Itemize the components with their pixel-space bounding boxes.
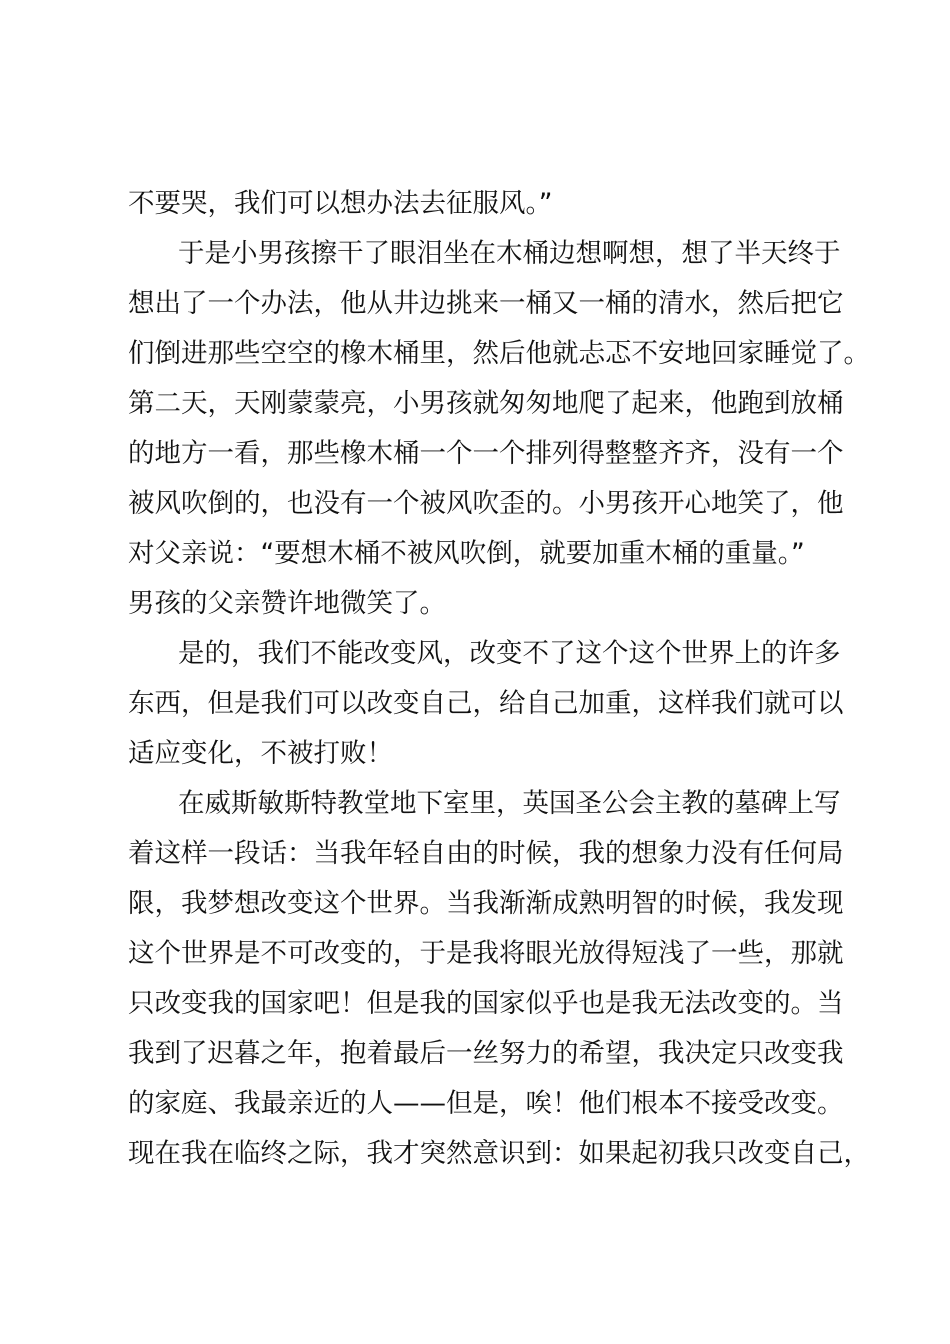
text-line: 们倒进那些空空的橡木桶里，然后他就忐忑不安地回家睡觉了。	[128, 338, 870, 369]
text-line: 我到了迟暮之年，抱着最后一丝努力的希望，我决定只改变我	[128, 1038, 844, 1069]
text-line: 的家庭、我最亲近的人——但是，唉！他们根本不接受改变。	[128, 1088, 844, 1119]
text-line: 对父亲说：“要想木桶不被风吹倒，就要加重木桶的重量。”	[128, 538, 805, 569]
text-line: 第二天，天刚蒙蒙亮，小男孩就匆匆地爬了起来，他跑到放桶	[128, 388, 844, 419]
paragraph-first-line: 是的，我们不能改变风，改变不了这个这个世界上的许多	[178, 638, 841, 669]
text-line: 男孩的父亲赞许地微笑了。	[128, 588, 446, 619]
text-line: 适应变化，不被打败！	[128, 738, 393, 769]
text-line: 不要哭，我们可以想办法去征服风。”	[128, 188, 553, 219]
text-line: 被风吹倒的，也没有一个被风吹歪的。小男孩开心地笑了，他	[128, 488, 844, 519]
text-line: 这个世界是不可改变的，于是我将眼光放得短浅了一些，那就	[128, 938, 844, 969]
paragraph-first-line: 在威斯敏斯特教堂地下室里，英国圣公会主教的墓碑上写	[178, 788, 841, 819]
text-line: 的地方一看，那些橡木桶一个一个排列得整整齐齐，没有一个	[128, 438, 844, 469]
paragraph-first-line: 于是小男孩擦干了眼泪坐在木桶边想啊想，想了半天终于	[178, 238, 841, 269]
text-line: 着这样一段话：当我年轻自由的时候，我的想象力没有任何局	[128, 838, 844, 869]
text-line: 只改变我的国家吧！但是我的国家似乎也是我无法改变的。当	[128, 988, 844, 1019]
text-line: 想出了一个办法，他从井边挑来一桶又一桶的清水，然后把它	[128, 288, 844, 319]
text-line: 现在我在临终之际，我才突然意识到：如果起初我只改变自己，	[128, 1138, 870, 1169]
text-line: 限，我梦想改变这个世界。当我渐渐成熟明智的时候，我发现	[128, 888, 844, 919]
text-line: 东西，但是我们可以改变自己，给自己加重，这样我们就可以	[128, 688, 844, 719]
